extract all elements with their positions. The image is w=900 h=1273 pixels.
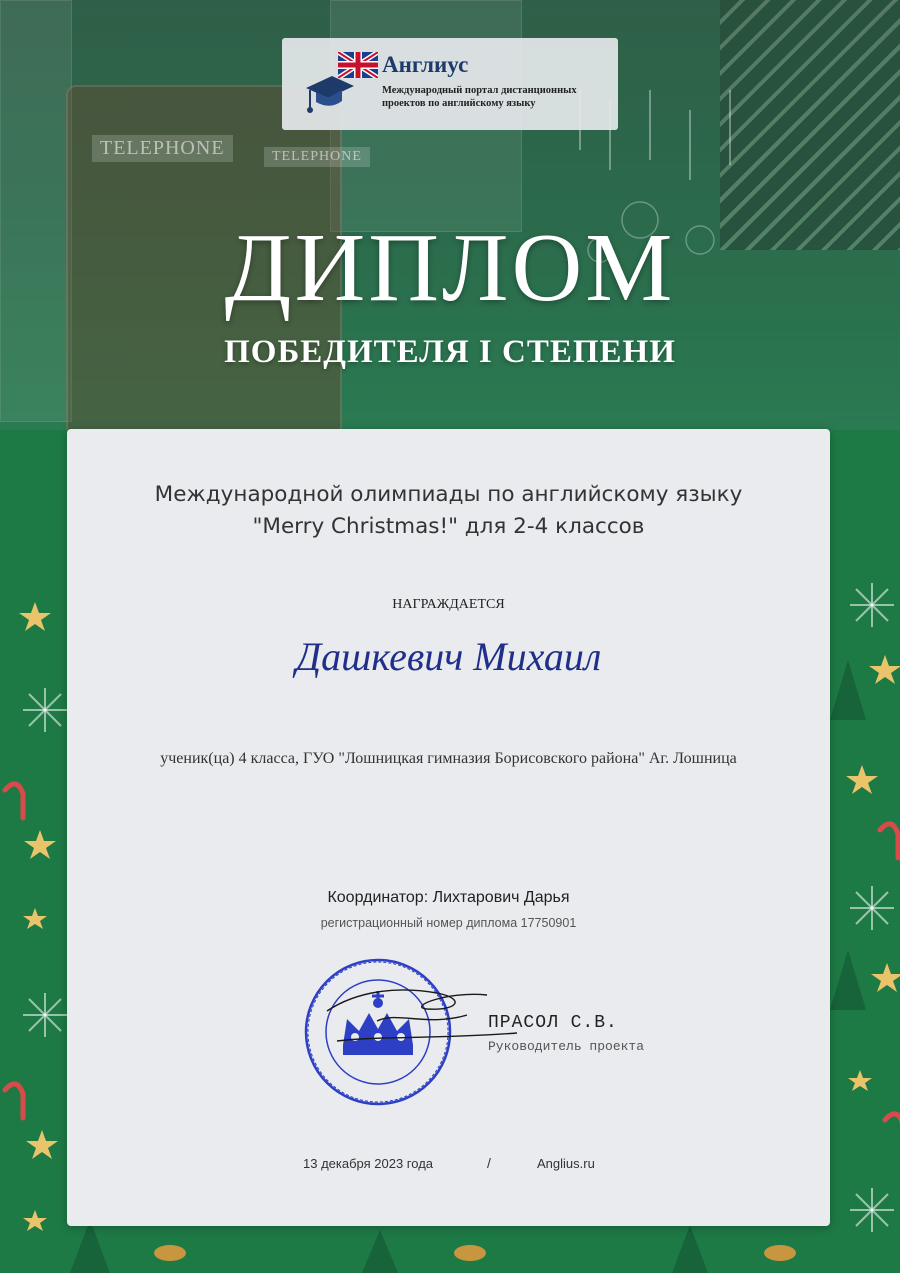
issue-date: 13 декабря 2023 года	[303, 1156, 434, 1171]
awarded-label: НАГРАЖДАЕТСЯ	[392, 597, 505, 612]
coordinator: Координатор: Лихтарович Дарья	[327, 889, 570, 906]
booth-sign: TELEPHONE	[92, 135, 233, 162]
olympiad-line-2: "Merry Christmas!" для 2-4 классов	[252, 514, 645, 539]
student-info: ученик(ца) 4 класса, ГУО "Лошницкая гимназия Борисовского района" Аг. Лошница	[160, 750, 737, 767]
uk-flag-icon	[338, 52, 378, 78]
logo-tagline: Международный портал дистанционных проектов по английскому языку	[382, 85, 577, 109]
olympiad-title	[67, 479, 830, 543]
diploma-subtitle: ПОБЕДИТЕЛЯ I СТЕПЕНИ	[224, 334, 676, 370]
registration-number: регистрационный номер диплома 17750901	[320, 916, 577, 930]
logo-name: Англиус	[382, 52, 469, 77]
olympiad-line-1: Международной олимпиады по английскому языку	[154, 482, 743, 507]
diploma-title: ДИПЛОМ	[224, 214, 676, 322]
footer-separator: /	[487, 1155, 491, 1171]
certificate-card	[67, 429, 830, 1226]
signer-name: ПРАСОЛ С.В.	[488, 1013, 618, 1033]
website-link[interactable]: Anglius.ru	[537, 1156, 595, 1171]
booth-sign: TELEPHONE	[264, 147, 370, 167]
logo-box[interactable]	[282, 38, 618, 130]
signer-role: Руководитель проекта	[488, 1039, 645, 1054]
recipient-name: Дашкевич Михаил	[295, 634, 602, 679]
